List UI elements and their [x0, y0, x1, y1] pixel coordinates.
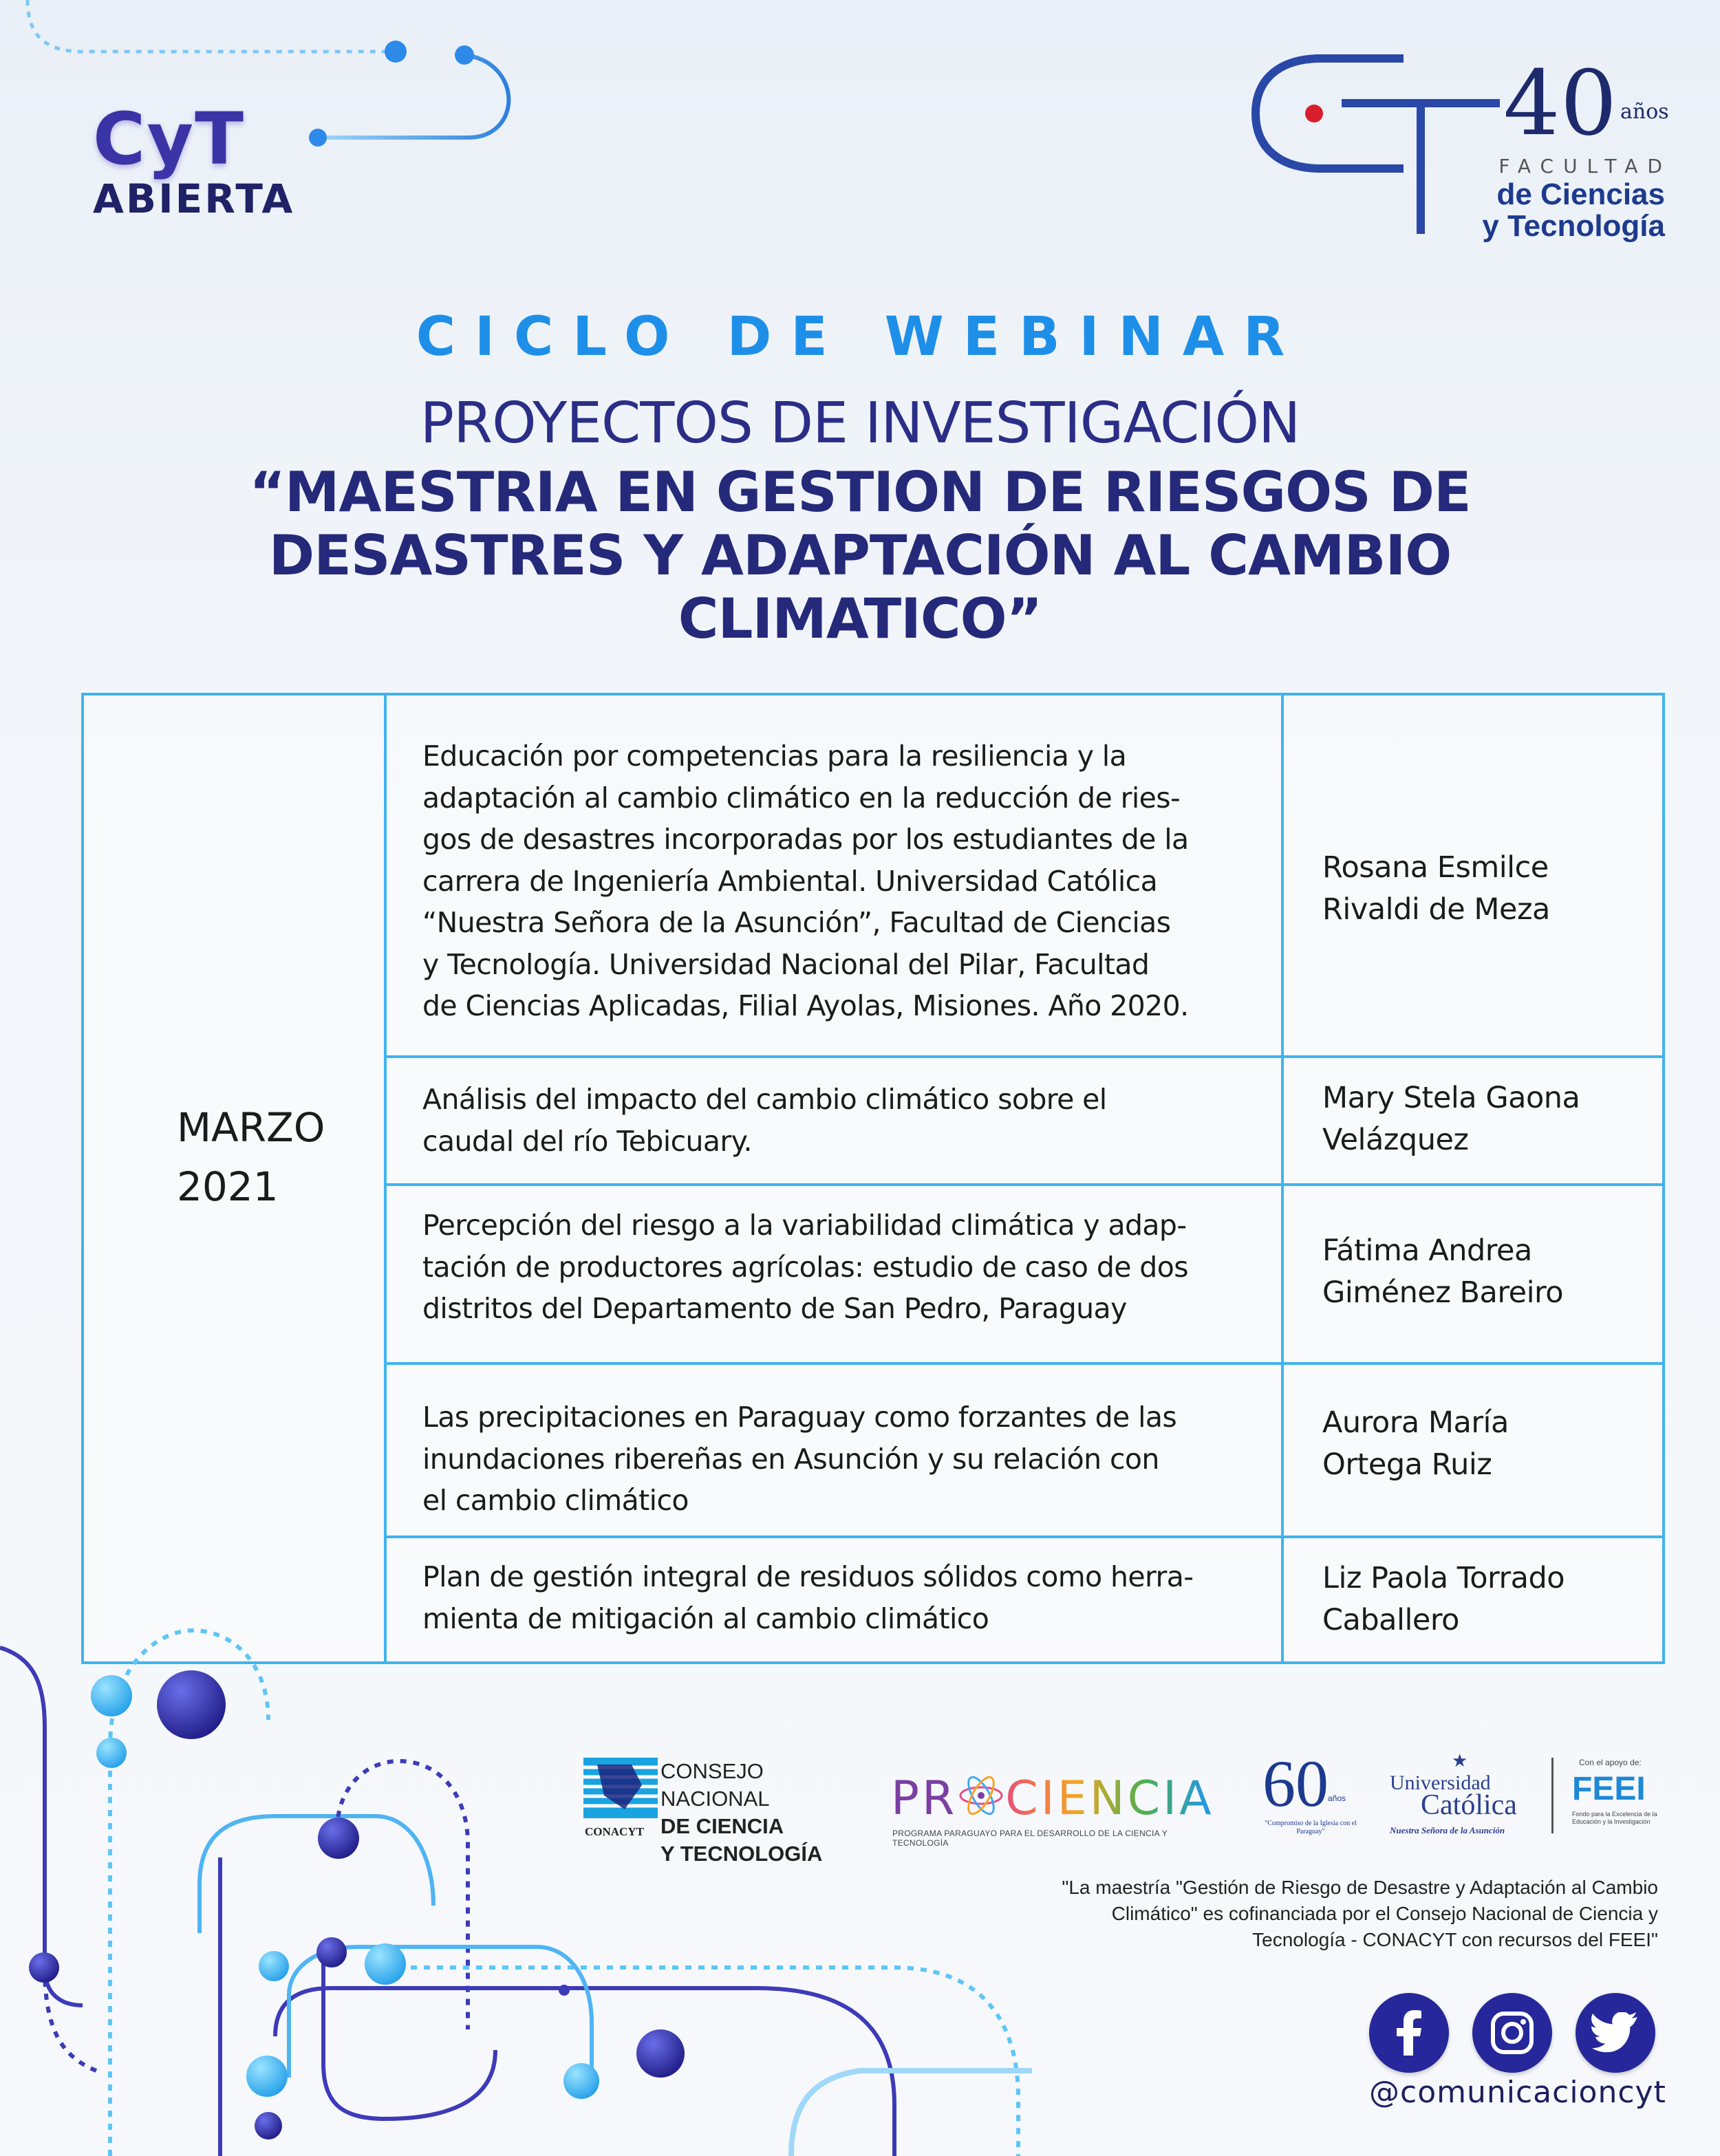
- conacyt-logo: [583, 1758, 859, 1866]
- cyt-logo-sub: ABIERTA: [93, 175, 295, 222]
- facebook-icon[interactable]: [1369, 1993, 1449, 2073]
- date-year: 2021: [177, 1163, 279, 1210]
- atom-icon: [957, 1771, 1005, 1820]
- fct-40: 40: [1503, 51, 1617, 155]
- talk-title: Educación por competencias para la resiliencia y la adaptación al cambio climático en la reducción de ries- gos de desastres incorporadas por los estudiantes de la carrera de Ingeniería Ambiental. Universidad Católica “Nuestra Señora de la Asunción”, Facultad de Ciencias y Tecnología. Universidad Nacional del Pilar, Facultad de Ciencias Aplicadas, Filial Ayolas, Misiones. Año 2020.: [422, 740, 1189, 1022]
- funding-note: "La maestría "Gestión de Riesgo de Desastre y Adaptación al Cambio Climático" es cofinanciada por el Consejo Nacional de Ciencia y Tecnología - CONACYT con recursos del FEEI": [1062, 1877, 1658, 1950]
- conacyt-line1: CONSEJO NACIONAL: [660, 1759, 770, 1811]
- date-column: [84, 696, 387, 1661]
- feei-word: FEEI: [1572, 1771, 1646, 1807]
- speaker-name: Mary Stela Gaona Velázquez: [1322, 1081, 1580, 1157]
- speaker-cell: [1281, 1058, 1662, 1183]
- speaker-cell: [1281, 1365, 1662, 1535]
- fct-name-line1: de Ciencias: [1496, 177, 1665, 211]
- speaker-name: Fátima Andrea Giménez Bareiro: [1322, 1233, 1564, 1310]
- prociencia-ciencia: CIENCIA: [1005, 1771, 1214, 1826]
- instagram-glyph: [1490, 2011, 1534, 2055]
- uc-60-anos-logo: [1259, 1747, 1362, 1844]
- fct-name: [1452, 179, 1665, 242]
- table-row: [387, 1538, 1662, 1664]
- speaker-name: Aurora María Ortega Ruiz: [1322, 1405, 1509, 1482]
- uc-line2: Católica: [1421, 1789, 1517, 1821]
- schedule-table: [81, 693, 1665, 1664]
- universidad-catolica-logo: [1386, 1751, 1538, 1840]
- facebook-glyph: [1388, 2009, 1430, 2057]
- uc-line3: Nuestra Señora de la Asunción: [1390, 1825, 1505, 1835]
- date-month: MARZO: [177, 1104, 325, 1151]
- uc-60-number: 60: [1262, 1747, 1329, 1820]
- prociencia-logo: [891, 1758, 1214, 1848]
- speaker-cell: [1281, 1186, 1662, 1362]
- table-row: [387, 1186, 1662, 1365]
- page-title: “MAESTRIA EN GESTION DE RIESGOS DE DESASTRES Y ADAPTACIÓN AL CAMBIO CLIMATICO”: [249, 460, 1471, 651]
- conacyt-small: CONACYT: [585, 1825, 644, 1838]
- table-row: [387, 696, 1662, 1058]
- table-row: [387, 1365, 1662, 1538]
- subtitle-heading: PROYECTOS DE INVESTIGACIÓN: [420, 391, 1300, 456]
- speaker-cell: [1281, 1538, 1662, 1664]
- talk-title: Percepción del riesgo a la variabilidad climática y adap- tación de productores agrícolas: estudio de caso de dos distritos del Departamento de San Pedro, Paraguay: [422, 1209, 1188, 1325]
- uc-line1: Universidad: [1390, 1771, 1491, 1794]
- prociencia-pr: PR: [891, 1771, 958, 1826]
- feei-support: Con el apoyo de:: [1579, 1758, 1642, 1767]
- uc-60-motto: "Compromiso de la Iglesia con el Paraguay": [1265, 1820, 1357, 1835]
- uc-star-icon: ★: [1452, 1751, 1468, 1771]
- feei-subtitle: Fondo para la Excelencia de la Educación y la Investigación: [1572, 1811, 1657, 1825]
- conacyt-name: [660, 1758, 859, 1868]
- talk-title: Análisis del impacto del cambio climático sobre el caudal del río Tebicuary.: [422, 1083, 1107, 1158]
- speaker-name: Liz Paola Torrado Caballero: [1322, 1561, 1565, 1637]
- fct-name-line2: y Tecnología: [1482, 209, 1665, 243]
- speaker-cell: [1281, 696, 1662, 1055]
- sponsor-divider: [1551, 1758, 1554, 1833]
- cyt-logo-word: CyT: [93, 97, 246, 181]
- conacyt-line2: DE CIENCIA: [660, 1814, 784, 1838]
- conacyt-line3: Y TECNOLOGÍA: [660, 1842, 823, 1866]
- talk-title: Plan de gestión integral de residuos sólidos como herra- mienta de mitigación al cambio climático: [422, 1560, 1194, 1635]
- fct-facultad: FACULTAD: [1498, 155, 1672, 177]
- talk-title: Las precipitaciones en Paraguay como forzantes de las inundaciones ribereñas en Asunción y su relación con el cambio climático: [422, 1401, 1177, 1517]
- fct-anos: años: [1620, 100, 1669, 124]
- table-row: [387, 1058, 1662, 1186]
- cyt-abierta-logo: [93, 97, 320, 222]
- twitter-glyph: [1591, 2012, 1640, 2053]
- twitter-icon[interactable]: [1576, 1993, 1655, 2073]
- fct-40-anos-logo: [1245, 41, 1672, 248]
- prociencia-word: [891, 1771, 1214, 1826]
- uc-60-years: años: [1328, 1793, 1346, 1803]
- series-heading: CICLO DE WEBINAR: [416, 306, 1304, 368]
- social-handle: @comunicacioncyt: [1369, 2075, 1666, 2110]
- instagram-icon[interactable]: [1472, 1993, 1552, 2073]
- prociencia-subtitle: PROGRAMA PARAGUAYO PARA EL DESARROLLO DE LA CIENCIA Y TECNOLOGÍA: [892, 1829, 1168, 1848]
- speaker-name: Rosana Esmilce Rivaldi de Meza: [1322, 850, 1550, 927]
- feei-logo: [1565, 1758, 1668, 1840]
- schedule-date: [177, 1098, 325, 1216]
